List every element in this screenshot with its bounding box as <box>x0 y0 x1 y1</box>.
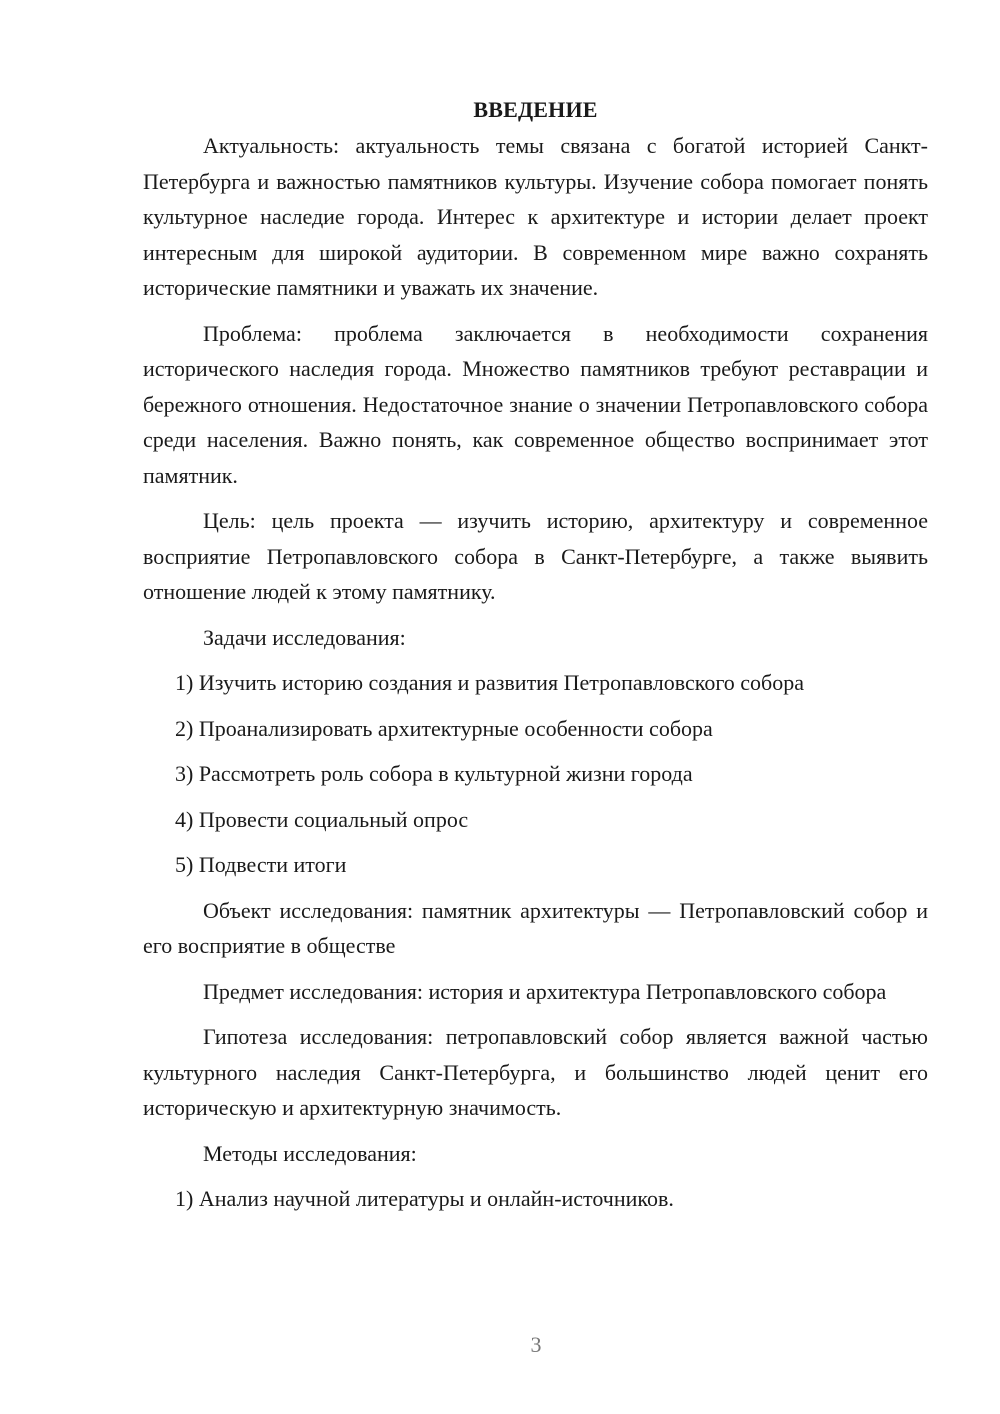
task-item: 1) Изучить историю создания и развития Петропавловского собора <box>175 670 805 695</box>
method-item: 1) Анализ научной литературы и онлайн-источников. <box>175 1186 674 1211</box>
task-item: 5) Подвести итоги <box>175 852 347 877</box>
paragraph-object: Объект исследования: памятник архитектуры — Петропавловский собор и его восприятие в обществе <box>143 897 928 958</box>
paragraph-goal: Цель: цель проекта — изучить историю, архитектуру и современное восприятие Петропавловского собора в Санкт-Петербурге, а также выявить отношение людей к этому памятнику. <box>143 508 928 604</box>
task-item: 2) Проанализировать архитектурные особенности собора <box>175 715 713 741</box>
paragraph-subject: Предмет исследования: история и архитектура Петропавловского собора <box>203 978 887 1004</box>
paragraph-relevance: Актуальность: актуальность темы связана с богатой историей Санкт-Петербурга и важностью памятников культуры. Изучение собора помогает понять культурное наследие города. Интерес к архитектуре и истории делает проект интересным для широкой аудитории. В современном мире важно сохранять исторические памятники и уважать их значение. <box>143 133 928 300</box>
task-item: 3) Рассмотреть роль собора в культурной жизни города <box>175 761 693 786</box>
section-heading: ВВЕДЕНИЕ <box>473 97 598 122</box>
page-content <box>143 92 928 1217</box>
page-number: 3 <box>530 1332 542 1357</box>
methods-label: Методы исследования: <box>203 1140 417 1166</box>
task-item: 4) Провести социальный опрос <box>175 806 469 832</box>
tasks-label: Задачи исследования: <box>203 624 406 650</box>
paragraph-problem: Проблема: проблема заключается в необходимости сохранения исторического наследия города. Множество памятников требуют реставрации и бережного отношения. Недостаточное знание о значении Петропавловского собора среди населения. Важно понять, как современное общество воспринимает этот памятник. <box>143 320 928 488</box>
paragraph-hypothesis: Гипотеза исследования: петропавловский собор является важной частью культурного наследия Санкт-Петербурга, и большинство людей ценит его историческую и архитектурную значимость. <box>143 1024 928 1120</box>
